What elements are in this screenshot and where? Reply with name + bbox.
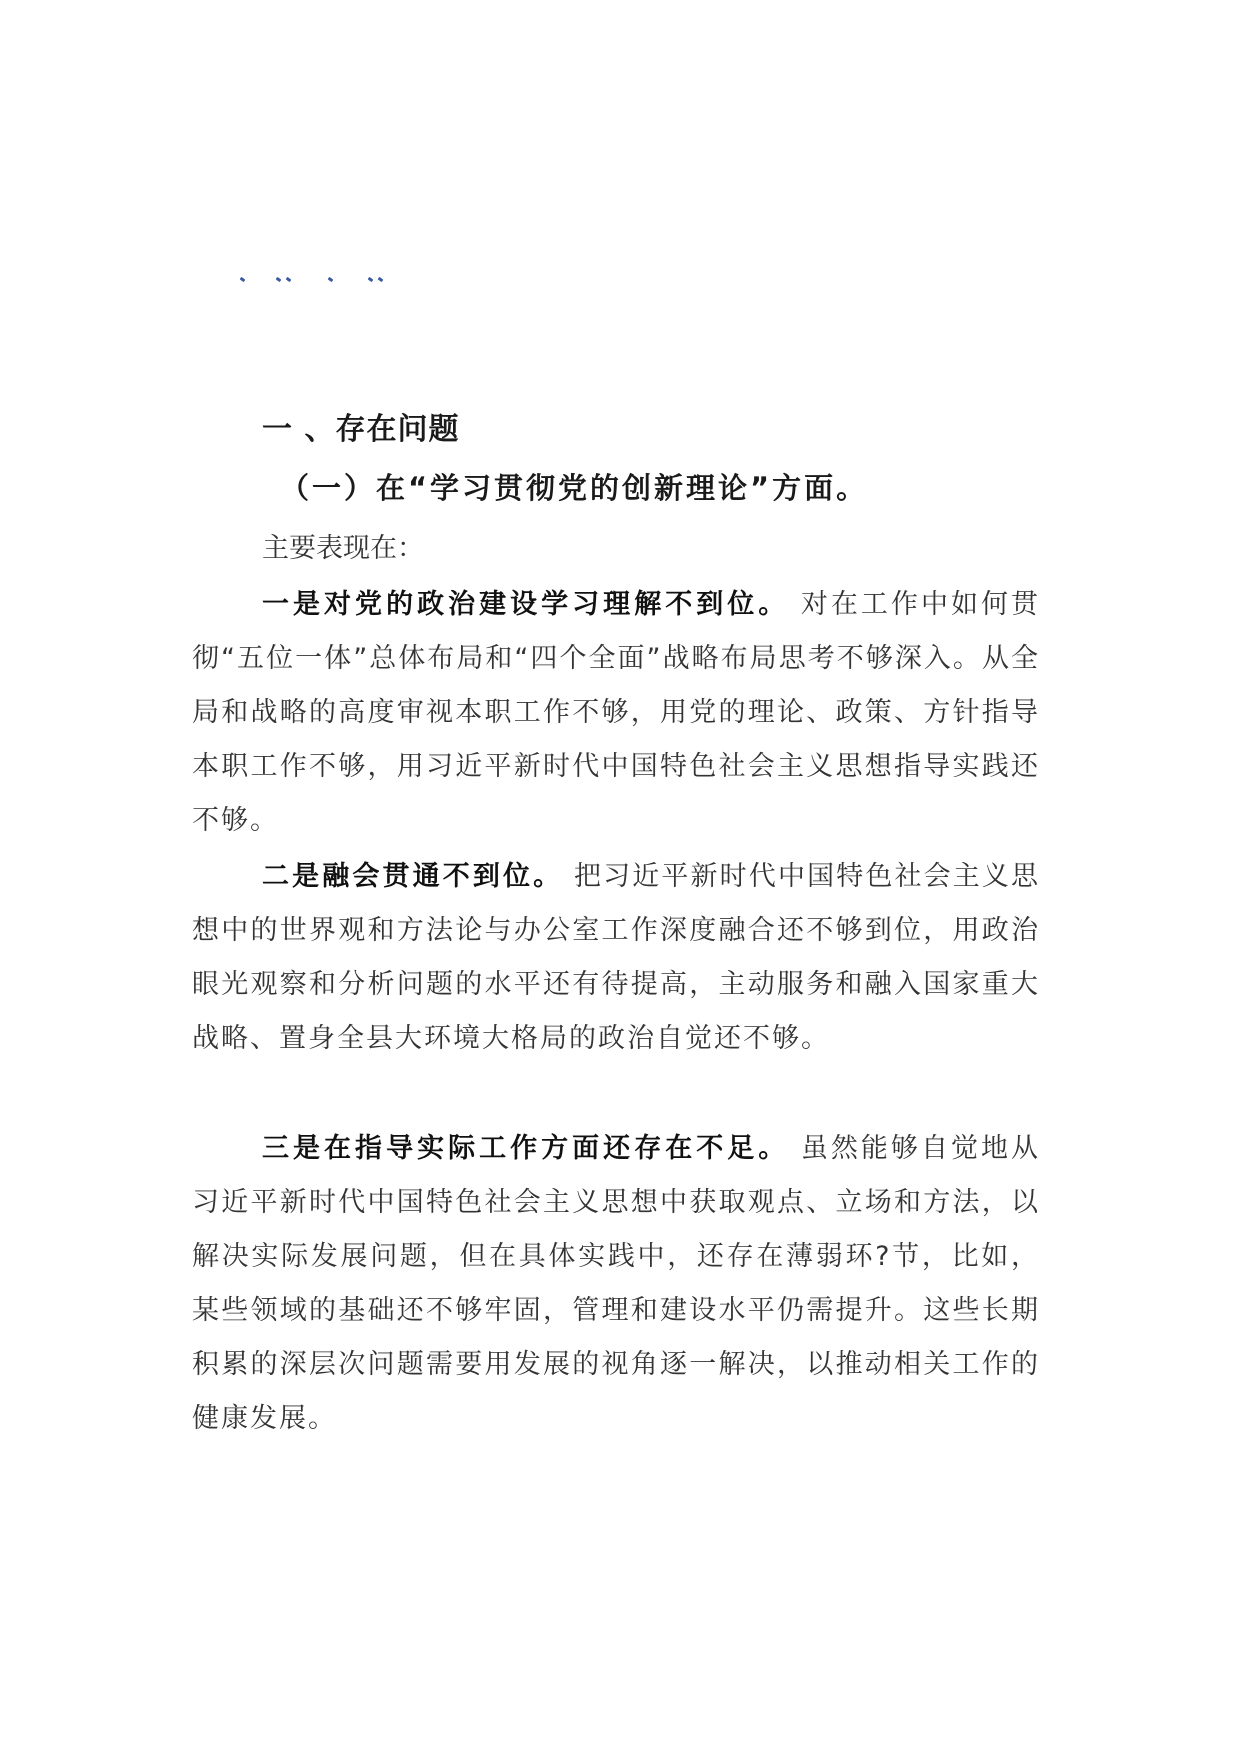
tick-mark xyxy=(328,277,334,282)
paragraph-1 xyxy=(192,578,1040,848)
paragraph-2-lead: 二是融会贯通不到位。 xyxy=(262,861,564,892)
paragraph-3-lead: 三是在指导实际工作方面还存在不足。 xyxy=(262,1133,790,1164)
tick-mark xyxy=(240,277,246,282)
section-heading: 一 、存在问题 xyxy=(262,412,460,447)
tick-mark xyxy=(368,277,374,282)
paragraph-1-lead: 一是对党的政治建设学习理解不到位。 xyxy=(262,589,790,620)
tick-mark xyxy=(378,277,384,282)
subsection-heading: （一）在“学习贯彻党的创新理论”方面。 xyxy=(280,471,869,505)
tick-mark xyxy=(286,277,292,282)
tick-mark xyxy=(276,277,282,282)
decorative-marks xyxy=(240,268,420,298)
paragraph-3-body: 虽然能够自觉地从习近平新时代中国特色社会主义思想中获取观点、立场和方法，以解决实际发展问题，但在具体实践中，还存在薄弱环?节，比如，某些领域的基础还不够牢固，管理和建设水平仍需提升。这些长期积累的深层次问题需要用发展的视角逐一解决，以推动相关工作的健康发展。 xyxy=(192,1133,1040,1434)
paragraph-2-body: 把习近平新时代中国特色社会主义思想中的世界观和方法论与办公室工作深度融合还不够到位，用政治眼光观察和分析问题的水平还有待提高，主动服务和融入国家重大战略、置身全县大环境大格局的政治自觉还不够。 xyxy=(192,861,1040,1054)
intro-text: 主要表现在： xyxy=(262,533,424,564)
paragraph-3 xyxy=(192,1122,1040,1446)
paragraph-2 xyxy=(192,850,1040,1066)
paragraph-1-body: 对在工作中如何贯彻“五位一体”总体布局和“四个全面”战略布局思考不够深入。从全局和战略的高度审视本职工作不够，用党的理论、政策、方针指导本职工作不够，用习近平新时代中国特色社会主义思想指导实践还不够。 xyxy=(192,589,1040,836)
